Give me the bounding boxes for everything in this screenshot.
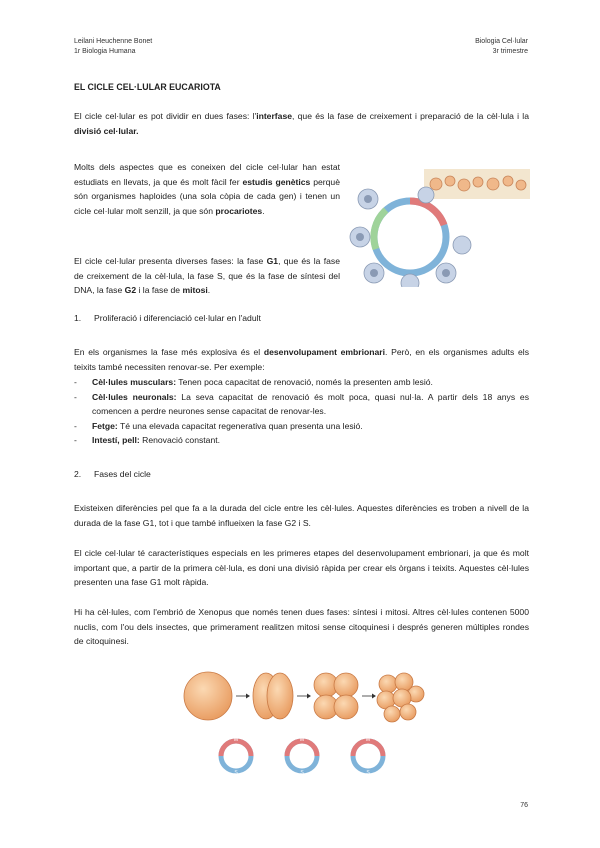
arrow-icon	[362, 694, 376, 699]
section-2-paragraph-1: Existeixen diferències pel que fa a la durada del cicle entre les cèl·lules. Aquestes diferències es troben a nivell de la durada de la fase G1, tot i que també influeixen la fase G2 i S.	[74, 503, 529, 528]
arrow-icon	[297, 694, 311, 699]
section-1-intro-text-1: En els organismes la fase més explosiva és el	[74, 347, 264, 357]
section-1-title: Proliferació i diferenciació cel·lular en l'adult	[94, 313, 261, 323]
header-right	[475, 37, 528, 57]
section-1-number: 1.	[74, 313, 82, 323]
section-2-title: Fases del cicle	[94, 469, 151, 479]
phases-text-3: i la fase de	[136, 285, 183, 296]
section-2-number: 2.	[74, 469, 82, 479]
yeast-cell-cycle-figure	[346, 165, 532, 287]
yeast-paragraph	[74, 160, 340, 218]
ring-label: S	[366, 770, 370, 776]
embryo-stage-3	[314, 673, 358, 719]
course-name: 1r Biologia Humana	[74, 48, 136, 55]
yeast-text-3: .	[262, 205, 265, 216]
list-item-text: La seva capacitat de renovació és molt poca, quasi nul·la. A partir dels 18 anys es comencen a perdre neurones sense capacitat de renovar-les.	[92, 391, 529, 417]
phases-paragraph	[74, 254, 340, 298]
list-item-text: Tenen poca capacitat de renovació, només la presenten amb lesió.	[176, 377, 433, 387]
embryo-stage-2	[253, 673, 293, 719]
cycle-ring	[353, 737, 383, 776]
section-2-paragraph-2: El cicle cel·lular té característiques especials en les primeres etapes del desenvolupament embrionari, ja que és molt important que, a partir de la primera cèl·lula, es doni una divisió ràpida per crear els òrgans i teixits. Aquestes cèl·lules presenten una fase G1 molt ràpida.	[74, 548, 529, 588]
intro-bold-2: divisió cel·lular.	[74, 125, 139, 136]
tissue-list	[74, 375, 529, 448]
page-title: EL CICLE CEL·LULAR EUCARIOTA	[74, 82, 221, 92]
phases-text-2: , que és la fase de creixement de la cèl·lula, la fase S, que és la fase de síntesi del DNA, la fase	[74, 256, 340, 296]
section-1-intro	[74, 345, 529, 374]
embryo-stage-4	[377, 673, 424, 722]
list-item-label: Intestí, pell:	[92, 435, 140, 446]
ring-label: S	[234, 770, 238, 776]
yeast-text-2: perquè són organismes haploides (una sola còpia de cada gen) i tenen un cicle cel·lular molt senzill, ja que són	[74, 176, 340, 216]
yeast-bold-2: procariotes	[215, 205, 263, 216]
list-item-label: Fetge:	[92, 420, 118, 431]
section-1-intro-text-2: . Però, en els organismes adults els teixits també necessiten renovar-se. Per exemple:	[74, 347, 529, 372]
arrow-icon	[236, 694, 250, 699]
phases-bold-1: G1	[266, 256, 279, 266]
phases-text-1: El cicle cel·lular presenta diverses fases: la fase	[74, 256, 267, 266]
phases-text-4: .	[207, 285, 211, 296]
intro-bold-1: interfase	[256, 111, 293, 121]
ring-label: S	[300, 770, 304, 776]
list-item-text: Té una elevada capacitat regenerativa quan presenta una lesió.	[117, 420, 363, 431]
term-name: 3r trimestre	[492, 48, 528, 55]
header-left	[74, 37, 152, 57]
list-item-text: Renovació constant.	[139, 435, 221, 446]
phases-bold-2: G2	[124, 285, 137, 296]
phases-bold-3: mitosi	[182, 285, 208, 296]
embryo-stage-1	[184, 672, 232, 720]
section-2-paragraph-3: Hi ha cèl·lules, com l'embrió de Xenopus que només tenen dues fases: síntesi i mitosi. Altres cèl·lules contenen 5000 nuclis, com l'ou dels insectes, que primerament realitzen mitosi sense citoquinesi i després generen múltiples rondes de citoquinesi.	[74, 607, 529, 647]
section-2-heading	[74, 469, 151, 479]
list-item	[74, 390, 529, 419]
cycle-ring	[221, 737, 251, 776]
list-item	[74, 433, 529, 448]
intro-text-2: , que és la fase de creixement i preparació de la cèl·lula i la	[292, 111, 529, 121]
yeast-bold-1: estudis genètics	[242, 176, 311, 187]
list-item-label: Cèl·lules neuronals:	[92, 391, 177, 402]
subject-name: Biologia Cel·lular	[475, 38, 528, 45]
author-name: Leilani Heuchenne Bonet	[74, 38, 153, 45]
cycle-ring	[374, 201, 446, 273]
list-item	[74, 419, 529, 434]
list-item-label: Cèl·lules musculars:	[92, 377, 177, 387]
ring-label: M	[365, 737, 371, 743]
intro-paragraph	[74, 109, 529, 138]
yeast-text-1: Molts dels aspectes que es coneixen del cicle cel·lular han estat estudiats en llevats, ja que és molt fàcil fer	[74, 162, 340, 187]
list-dash: -	[74, 435, 77, 446]
section-1-intro-bold: desenvolupament embrionari	[263, 347, 386, 357]
ring-label: M	[233, 737, 239, 743]
embryo-cleavage-figure	[180, 668, 425, 780]
section-1-heading	[74, 313, 261, 323]
list-dash: -	[74, 377, 77, 387]
ring-label: M	[299, 737, 305, 743]
cycle-ring	[287, 737, 317, 776]
page-number: 76	[520, 802, 528, 809]
list-item	[74, 375, 529, 390]
intro-text-1: El cicle cel·lular es pot dividir en dues fases: l'	[74, 111, 257, 121]
list-dash: -	[74, 391, 77, 402]
list-dash: -	[74, 420, 77, 431]
